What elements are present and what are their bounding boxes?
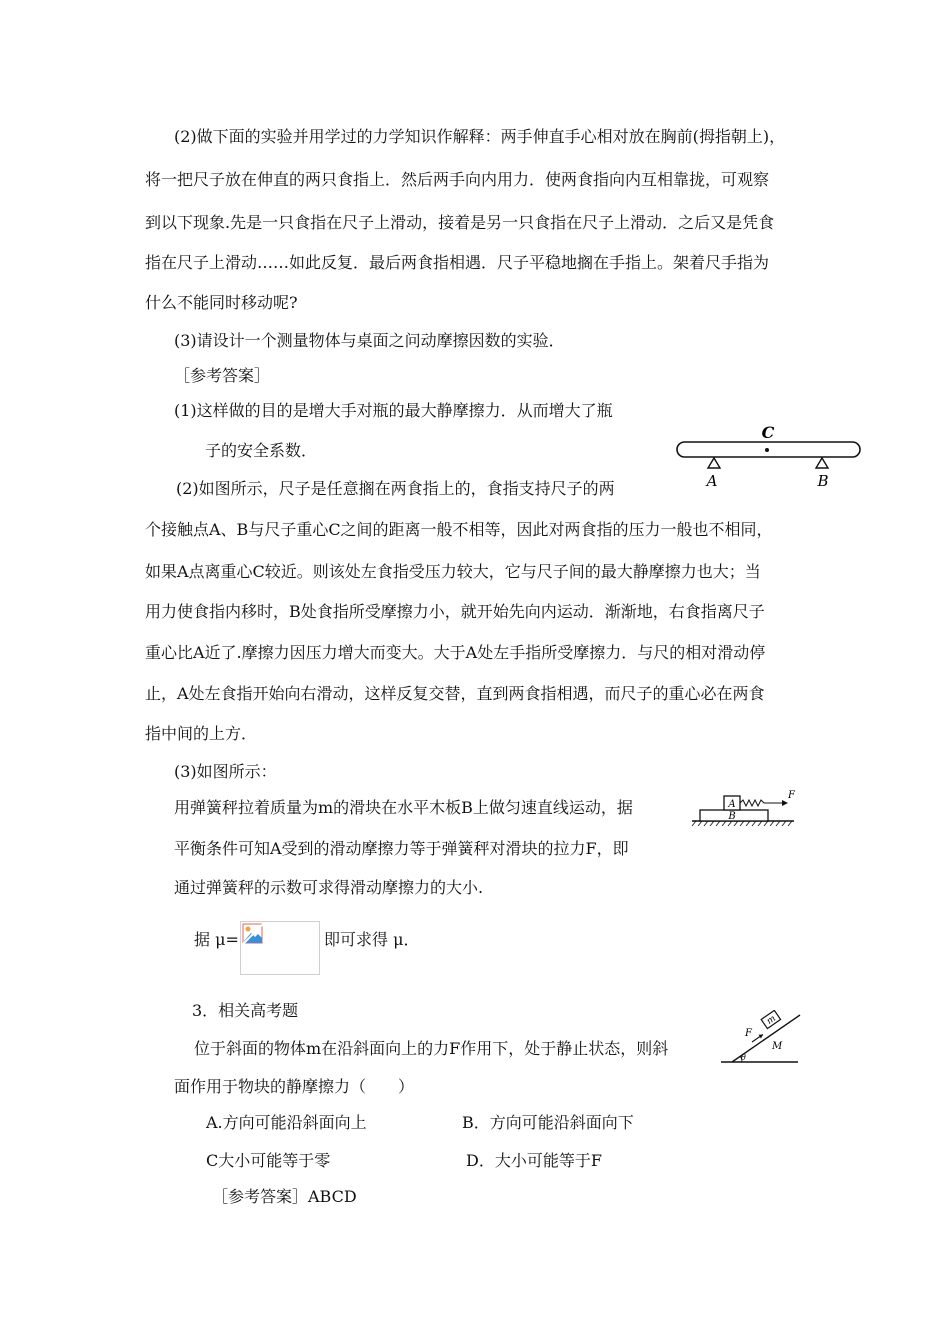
spring-scale-diagram (690, 786, 800, 832)
ruler-diagram (674, 420, 870, 492)
text-line: 将一把尺子放在伸直的两只食指上．然后两手向内用力．使两食指向内互相靠拢，可观察 (145, 170, 770, 189)
answer-heading: ［参考答案］ (174, 366, 271, 385)
answer-text: ［参考答案］ABCD (212, 1187, 357, 1206)
question-stem: 位于斜面的物体m在沿斜面向上的力F作用下，处于静止状态，则斜 (194, 1039, 669, 1058)
text-line: 重心比A近了.摩擦力因压力增大而变大。大于A处左手指所受摩擦力．与尺的相对滑动停 (145, 643, 766, 662)
text-line: 个接触点A、B与尺子重心C之间的距离一般不相等，因此对两食指的压力一般也不相同， (145, 520, 773, 539)
text-line: 止，A处左食指开始向右滑动，这样反复交替，直到两食指相遇，而尺子的重心必在两食 (145, 684, 765, 703)
label-c: C (761, 423, 775, 442)
label-force-f: F (745, 1028, 752, 1039)
text-line: (3)请设计一个测量物体与桌面之问动摩擦因数的实验． (174, 331, 565, 350)
text-line: 平衡条件可知A受到的滑动摩擦力等于弹簧秤对滑块的拉力F，即 (174, 839, 629, 858)
formula-image-placeholder (240, 921, 320, 975)
formula-suffix: 即可求得 μ． (324, 930, 420, 949)
question-stem: 面作用于物块的静摩擦力（ ） (174, 1077, 415, 1096)
label-board-b: B (728, 811, 736, 822)
text-line: 到以下现象.先是一只食指在尺子上滑动，接着是另一只食指在尺子上滑动．之后又是凭食 (145, 213, 775, 232)
text-line: 用力使食指内移时，B处食指所受摩擦力小，就开始先向内运动．渐渐地，右食指离尺子 (145, 602, 765, 621)
incline-diagram (718, 1010, 802, 1066)
text-line: 如果A点离重心C较近。则该处左食指受压力较大，它与尺子间的最大静摩擦力也大；当 (145, 562, 761, 581)
text-line: 指中间的上方． (145, 724, 258, 743)
text-line: 子的安全系数． (205, 441, 318, 460)
label-theta: θ (741, 1053, 746, 1062)
option-d: D．大小可能等于F (466, 1151, 602, 1170)
label-mass-m: m (765, 1013, 778, 1027)
label-b: B (817, 472, 829, 490)
text-line: (1)这样做的目的是增大手对瓶的最大静摩擦力．从而增大了瓶 (174, 401, 613, 420)
label-a: A (706, 472, 718, 490)
formula-prefix: 据 μ= (194, 930, 239, 949)
section-title: 3．相关高考题 (192, 1001, 299, 1020)
text-line: (2)如图所示，尺子是任意搁在两食指上的，食指支持尺子的两 (176, 479, 615, 498)
label-big-m: M (772, 1041, 783, 1052)
broken-image-icon (242, 923, 264, 945)
option-a: A.方向可能沿斜面向上 (206, 1113, 367, 1132)
text-line: 用弹簧秤拉着质量为m的滑块在水平木板B上做匀速直线运动，据 (174, 798, 633, 817)
text-line: 什么不能同时移动呢? (145, 293, 298, 312)
text-line: 指在尺子上滑动……如此反复．最后两食指相遇．尺子平稳地搁在手指上。架着尺手指为 (145, 253, 770, 272)
label-block-a: A (728, 799, 736, 810)
text-line: 通过弹簧秤的示数可求得滑动摩擦力的大小. (174, 878, 484, 897)
text-line: (3)如图所示： (174, 762, 277, 781)
option-b: B．方向可能沿斜面向下 (462, 1113, 634, 1132)
option-c: C大小可能等于零 (206, 1151, 331, 1170)
text-line: (2)做下面的实验并用学过的力学知识作解释：两手伸直手心相对放在胸前(拇指朝上)， (174, 127, 786, 146)
label-force-f: F (788, 790, 795, 801)
